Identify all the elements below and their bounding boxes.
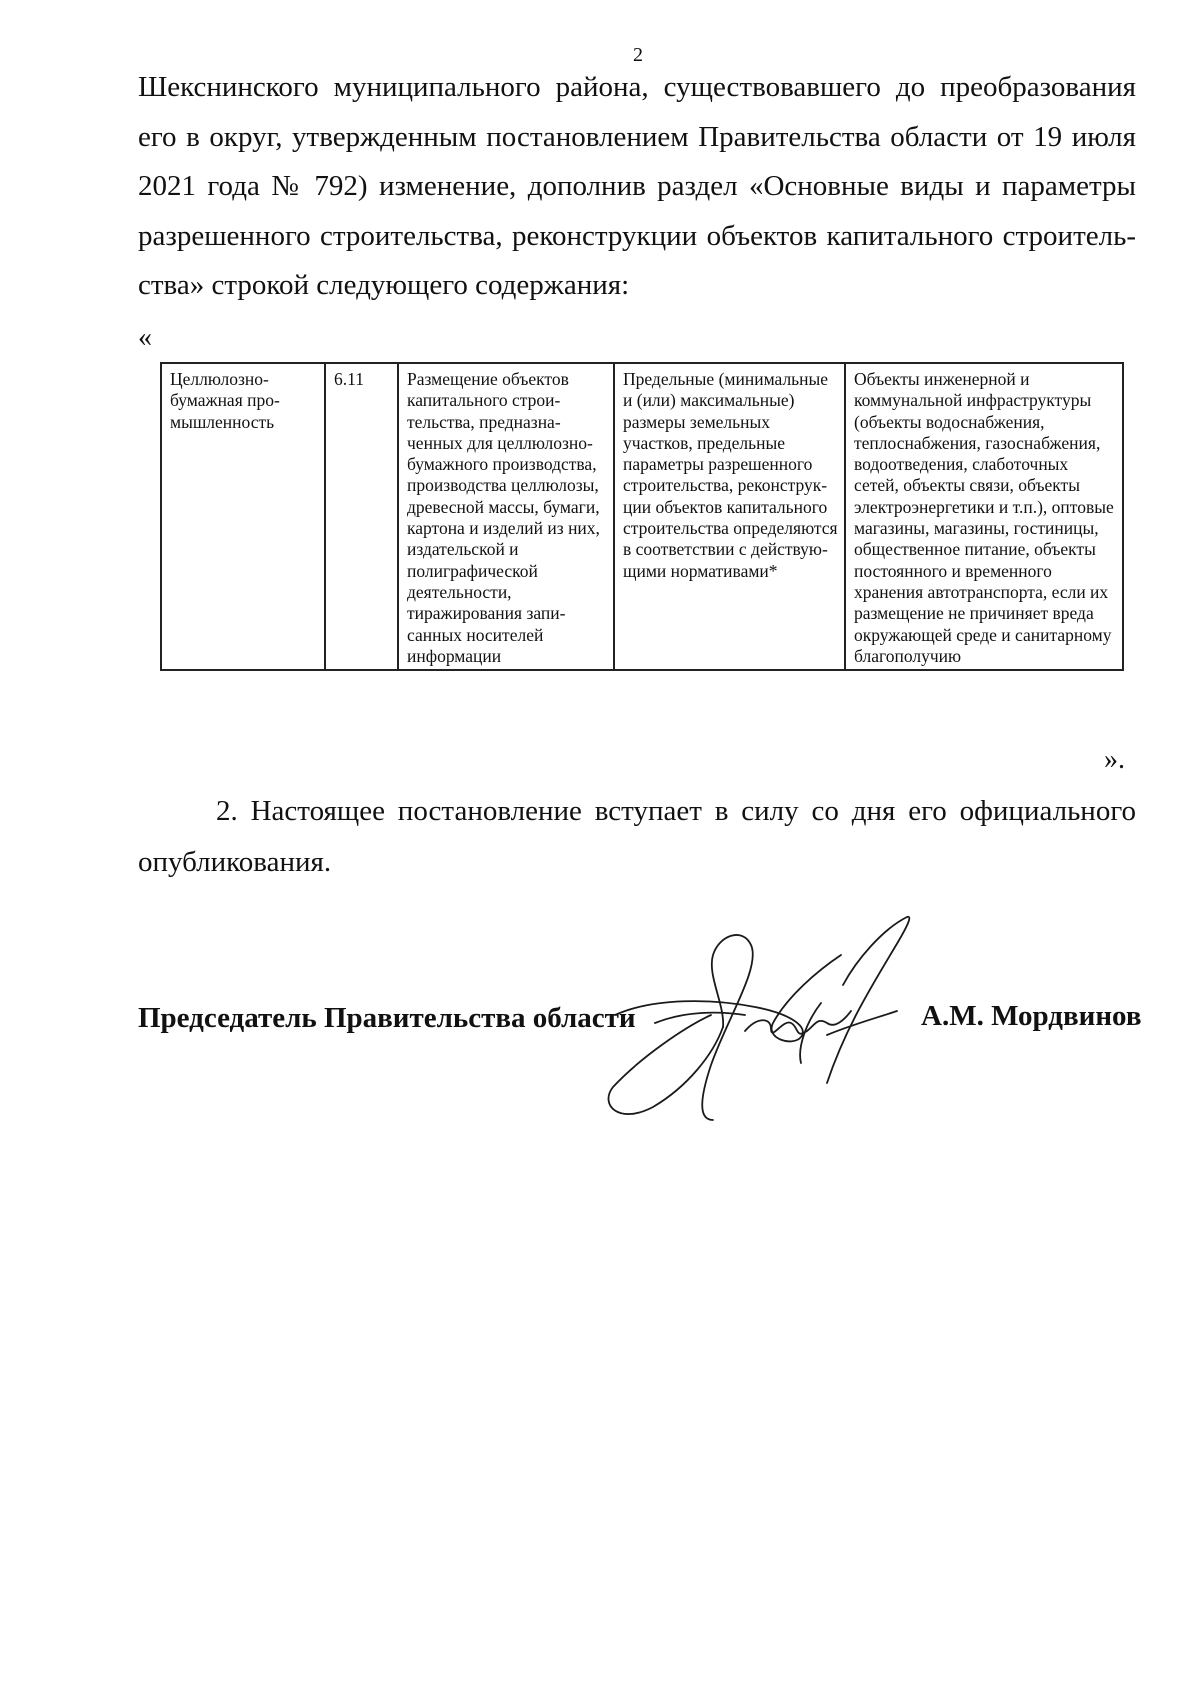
- table-cell-code: 6.11: [325, 363, 398, 670]
- table-cell-auxiliary-uses: Объекты инженерной и коммунальной инфраструктуры (объекты водоснабжения, теплоснабжения, газоснабжения, водоотведения, слаботочных сетей, объекты связи, объекты электроэнергетики и т.п.), оптовые магазины, магазины, гостиницы, общественное питание, объекты постоянного и временного хранения автотранспорта, если их размещение не причиняет вреда окружающей среде и санитарному благополучию: [845, 363, 1123, 670]
- signatory-title: Председатель Правительства области: [138, 1002, 636, 1034]
- closing-quote-mark: ».: [1104, 744, 1125, 775]
- table-cell-parameters: Предельные (минимальные и (или) максимальные) размеры земельных участков, предельные параметры разрешенного строительства, реконструкции объектов капитального строительства определяются в соответствии с действующими нормативами*: [614, 363, 845, 670]
- zoning-table: [160, 362, 1124, 671]
- handwritten-signature: [595, 915, 925, 1130]
- paragraph-2: 2. Настоящее постановление вступает в силу со дня его официального опубликования.: [138, 795, 1136, 878]
- signatory-name: А.М. Мордвинов: [921, 1000, 1142, 1032]
- intro-paragraph: Шекснинского муниципального района, существовавшего до преобразования его в округ, утвержденным постановлением Правительства области от 19 июля 2021 года № 792) изменение, дополнив раздел «Основные виды и параметры разрешенного строительства, реконструкции объектов капитального строительства» строкой следующего содержания:: [138, 71, 1136, 301]
- table-cell-land-use-type: Целлюлозно-бумажная промышленность: [161, 363, 325, 670]
- opening-quote-mark: «: [138, 322, 152, 353]
- page-number: 2: [633, 44, 643, 66]
- table-row: [161, 363, 1123, 670]
- table-cell-description: Размещение объектов капитального строительства, предназначенных для целлюлозно-бумажного производства, производства целлюлозы, древесной массы, бумаги, картона и изделий из них, издательской и полиграфической деятельности, тиражирования записанных носителей информации: [398, 363, 614, 670]
